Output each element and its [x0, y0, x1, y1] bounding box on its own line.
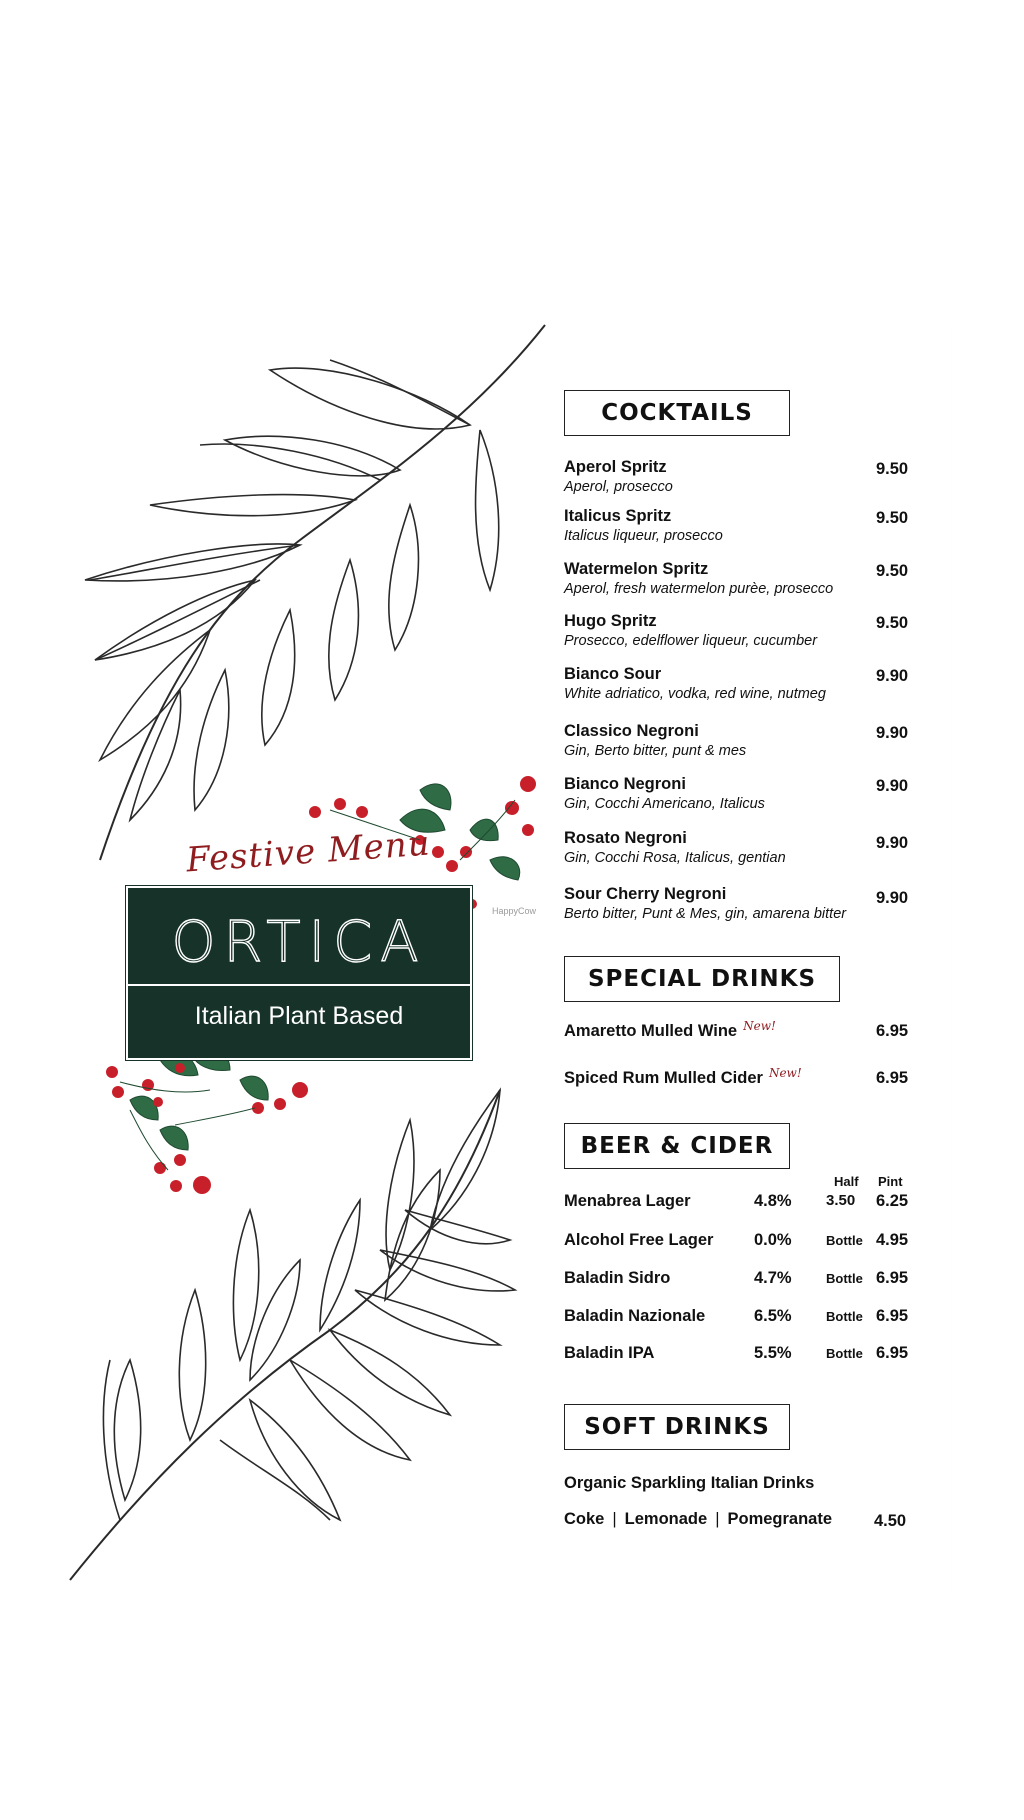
item-price: 9.50 [876, 460, 909, 478]
brand-name: ORTICA [171, 910, 427, 975]
item-abv: 6.5% [754, 1307, 792, 1325]
festive-menu-script: Festive Menu [184, 823, 432, 881]
separator: | [715, 1510, 720, 1528]
menu-item [564, 885, 914, 922]
item-bottle-label: Bottle [826, 1233, 863, 1248]
item-description: White adriatico, vodka, red wine, nutmeg [564, 686, 826, 702]
logo-divider [128, 984, 470, 986]
item-price: 9.90 [876, 724, 909, 742]
menu-item [564, 722, 914, 759]
item-price: 6.95 [876, 1344, 909, 1362]
menu-item [564, 507, 914, 544]
item-price: 4.50 [874, 1512, 907, 1530]
menu-item [564, 560, 914, 597]
section-title-cocktails: COCKTAILS [564, 390, 790, 436]
item-price: 9.90 [876, 889, 909, 907]
separator: | [612, 1510, 617, 1528]
item-name: Italicus Spritz [564, 507, 672, 525]
soft-drink-item: Lemonade [624, 1510, 708, 1528]
item-price: 9.50 [876, 614, 909, 632]
soft-drinks-list [564, 1510, 832, 1529]
item-description: Prosecco, edelflower liqueur, cucumber [564, 633, 818, 649]
item-price: 9.90 [876, 777, 909, 795]
item-name: Spiced Rum Mulled Cider [564, 1069, 763, 1087]
brand-tagline: Italian Plant Based [194, 1002, 404, 1030]
menu-item [564, 458, 914, 495]
section-title-soft-drinks: SOFT DRINKS [564, 1404, 790, 1450]
item-name: Amaretto Mulled Wine [564, 1022, 738, 1040]
item-bottle-label: Bottle [826, 1271, 863, 1286]
item-bottle-label: Bottle [826, 1346, 863, 1361]
item-description: Gin, Cocchi Americano, Italicus [564, 796, 765, 812]
menu-item [564, 665, 914, 702]
item-name: Baladin IPA [564, 1344, 655, 1362]
item-name: Baladin Sidro [564, 1269, 671, 1287]
item-description: Aperol, prosecco [564, 479, 673, 495]
item-price: 6.95 [876, 1269, 909, 1287]
section-title-beer-cider: BEER & CIDER [564, 1123, 790, 1169]
menu-item [564, 1066, 914, 1088]
item-price: 9.50 [876, 509, 909, 527]
item-name: Aperol Spritz [564, 458, 667, 476]
soft-drink-item: Coke [564, 1510, 605, 1528]
item-pint-price: 6.25 [876, 1192, 909, 1210]
brand-logo [126, 886, 472, 1060]
item-description: Berto bitter, Punt & Mes, gin, amarena bitter [564, 906, 847, 922]
item-price: 9.50 [876, 562, 909, 580]
item-bottle-label: Bottle [826, 1309, 863, 1324]
item-name: Bianco Sour [564, 665, 662, 683]
item-price: 6.95 [876, 1022, 909, 1040]
new-badge: New! [743, 1019, 776, 1033]
item-name: Classico Negroni [564, 722, 699, 740]
soft-drink-item: Pomegranate [727, 1510, 833, 1528]
item-name: Hugo Spritz [564, 612, 657, 630]
menu-item [564, 612, 914, 649]
item-half-price: 3.50 [826, 1192, 856, 1209]
soft-drinks-subtitle: Organic Sparkling Italian Drinks [564, 1474, 815, 1492]
item-name: Baladin Nazionale [564, 1307, 706, 1325]
item-name: Bianco Negroni [564, 775, 686, 793]
item-name: Rosato Negroni [564, 829, 687, 847]
menu-item [564, 829, 914, 866]
watermark: HappyCow [492, 906, 537, 916]
item-description: Italicus liqueur, prosecco [564, 528, 723, 544]
section-title-special-drinks: SPECIAL DRINKS [564, 956, 840, 1002]
item-abv: 0.0% [754, 1231, 792, 1249]
item-name: Menabrea Lager [564, 1192, 691, 1210]
item-description: Gin, Berto bitter, punt & mes [564, 743, 747, 759]
item-name: Sour Cherry Negroni [564, 885, 727, 903]
item-price: 9.90 [876, 667, 909, 685]
item-description: Aperol, fresh watermelon purèe, prosecco [564, 581, 834, 597]
new-badge: New! [768, 1066, 802, 1080]
column-header-half: Half [834, 1174, 859, 1189]
item-name: Watermelon Spritz [564, 560, 709, 578]
item-price: 6.95 [876, 1307, 909, 1325]
menu-item [564, 775, 914, 812]
item-name: Alcohol Free Lager [564, 1231, 714, 1249]
menu-item [564, 1019, 914, 1041]
item-price: 6.95 [876, 1069, 909, 1087]
item-abv: 5.5% [754, 1344, 792, 1362]
item-price: 4.95 [876, 1231, 909, 1249]
item-abv: 4.7% [754, 1269, 792, 1287]
item-description: Gin, Cocchi Rosa, Italicus, gentian [564, 850, 786, 866]
item-price: 9.90 [876, 834, 909, 852]
column-header-pint: Pint [878, 1174, 903, 1189]
item-abv: 4.8% [754, 1192, 792, 1210]
